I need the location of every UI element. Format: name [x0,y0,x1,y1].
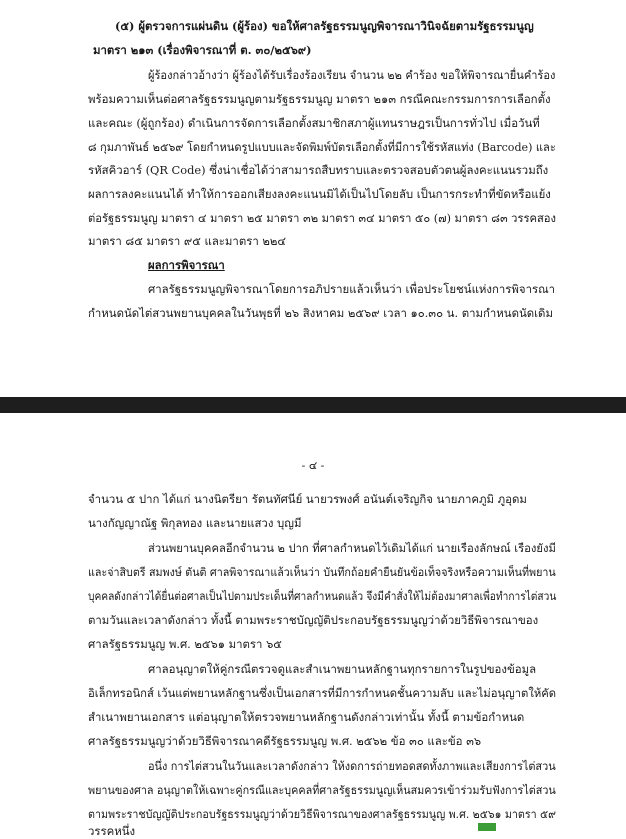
paragraph-line: และจ่าสิบตรี สมพงษ์ ตันติ ศาลพิจารณาแล้วเห็นว่า บันทึกถ้อยคำยืนยันข้อเท็จจริงหรือความเห็นที่พยาน [88,565,556,579]
paragraph-line: ผู้ร้องกล่าวอ้างว่า ผู้ร้องได้รับเรื่องร้องเรียน จำนวน ๒๒ คำร้อง ขอให้พิจารณายื่นคำร้อง [148,68,556,82]
case-heading-line-2: มาตรา ๒๑๓ (เรื่องพิจารณาที่ ต. ๓๐/๒๕๖๙) [93,43,312,57]
paragraph-line: ตามวันและเวลาดังกล่าว ทั้งนี้ ตามพระราชบัญญัติประกอบรัฐธรรมนูญว่าด้วยวิธีพิจารณาของ [88,613,539,627]
paragraph-line: พยานของศาล อนุญาตให้เฉพาะคู่กรณีและบุคคลที่ศาลรัฐธรรมนูญเห็นสมควรเข้าร่วมรับฟังการไต่สวน [88,783,556,797]
paragraph-line: จำนวน ๕ ปาก ได้แก่ นางนิตรียา รัตนทัศนีย์ นายวรพงศ์ อนันต์เจริญกิจ นายภาคภูมิ ภูอุดม [88,492,527,506]
paragraph-line: อิเล็กทรอนิกส์ เว้นแต่พยานหลักฐานซึ่งเป็นเอกสารที่มีการกำหนดชั้นความลับ และไม่อนุญาตให้คัด [88,686,557,700]
paragraph-line: พร้อมความเห็นต่อศาลรัฐธรรมนูญตามรัฐธรรมนูญ มาตรา ๒๑๓ กรณีคณะกรรมการการเลือกตั้ง [88,92,551,106]
page-number: - ๔ - [301,459,325,472]
paragraph-line: และคณะ (ผู้ถูกร้อง) ดำเนินการจัดการเลือกตั้งสมาชิกสภาผู้แทนราษฎรเป็นการทั่วไป เมื่อวันที่ [88,116,540,130]
paragraph-line: บุคคลดังกล่าวได้ยื่นต่อศาลเป็นไปตามประเด็นที่ศาลกำหนดแล้ว จึงมีคำสั่งให้ไม่ต้องมาศาลเพื่อทำการไต่สวน [88,589,557,603]
paragraph-line: กำหนดนัดไต่สวนพยานบุคคลในวันพุธที่ ๒๖ สิงหาคม ๒๕๖๙ เวลา ๑๐.๓๐ น. ตามกำหนดนัดเดิม [88,306,553,320]
case-heading-line-1: (๕) ผู้ตรวจการแผ่นดิน (ผู้ร้อง) ขอให้ศาลรัฐธรรมนูญพิจารณาวินิจฉัยตามรัฐธรรมนูญ [115,19,534,33]
paragraph-line: รหัสคิวอาร์ (QR Code) ซึ่งน่าเชื่อได้ว่าสามารถสืบทราบและตรวจสอบตัวตนผู้ลงคะแนนรวมถึง [88,163,549,177]
paragraph-line: มาตรา ๘๕ มาตรา ๙๕ และมาตรา ๒๒๔ [88,234,287,248]
paragraph-line: นางกัญญาณัฐ พิกุลทอง และนายแสวง บุญมี [88,516,302,530]
page-break-divider [0,397,626,413]
paragraph-line: ๘ กุมภาพันธ์ ๒๕๖๙ โดยกำหนดรูปแบบและจัดพิมพ์บัตรเลือกตั้งที่มีการใช้รหัสแท่ง (Barcode) และ [88,140,556,154]
paragraph-line: ส่วนพยานบุคคลอีกจำนวน ๒ ปาก ที่ศาลกำหนดไว้เดิมได้แก่ นายเรืองลักษณ์ เรืองยังมี [148,541,556,555]
paragraph-line: อนึ่ง การไต่สวนในวันและเวลาดังกล่าว ให้งดการถ่ายทอดสดทั้งภาพและเสียงการไต่สวน [148,759,556,773]
paragraph-line: สำเนาพยานเอกสาร แต่อนุญาตให้ตรวจพยานหลักฐานดังกล่าวเท่านั้น ทั้งนี้ ตามข้อกำหนด [88,710,525,724]
result-heading: ผลการพิจารณา [148,258,225,272]
paragraph-line: ศาลรัฐธรรมนูญว่าด้วยวิธีพิจารณาคดีรัฐธรรมนูญ พ.ศ. ๒๕๖๒ ข้อ ๓๐ และข้อ ๓๖ [88,734,482,748]
paragraph-line: ศาลรัฐธรรมนูญพิจารณาโดยการอภิปรายแล้วเห็นว่า เพื่อประโยชน์แห่งการพิจารณา [148,282,556,296]
viewer-edge-accent [478,823,496,831]
paragraph-line: วรรคหนึ่ง [88,824,136,838]
paragraph-line: ผลการลงคะแนนได้ ทำให้การออกเสียงลงคะแนนมิได้เป็นไปโดยลับ เป็นการกระทำที่ขัดหรือแย้ง [88,187,551,201]
paragraph-line: ต่อรัฐธรรมนูญ มาตรา ๔ มาตรา ๒๕ มาตรา ๓๒ มาตรา ๓๔ มาตรา ๕๐ (๗) มาตรา ๘๓ วรรคสอง [88,211,556,225]
document-page-bottom [0,413,626,838]
paragraph-line: ศาลอนุญาตให้คู่กรณีตรวจดูและสำเนาพยานหลักฐานทุกรายการในรูปของข้อมูล [148,662,537,676]
paragraph-line: ตามพระราชบัญญัติประกอบรัฐธรรมนูญว่าด้วยวิธีพิจารณาของศาลรัฐธรรมนูญ พ.ศ. ๒๕๖๑ มาตรา ๕๙ [88,807,556,821]
document-page-top [0,0,626,397]
paragraph-line: ศาลรัฐธรรมนูญ พ.ศ. ๒๕๖๑ มาตรา ๖๕ [88,637,282,651]
